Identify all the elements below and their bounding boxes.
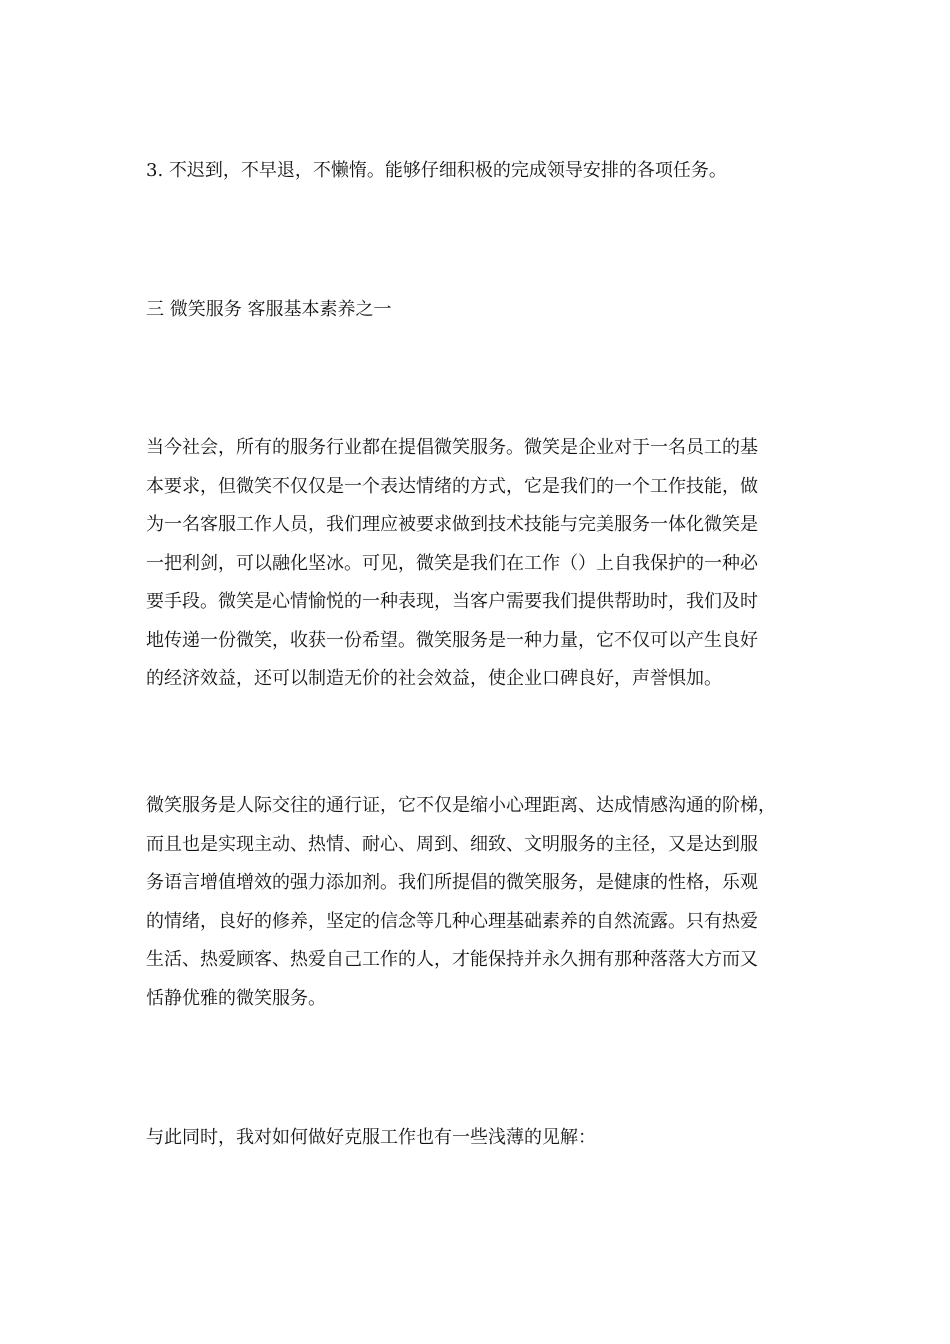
list-item-3: 3. 不迟到，不早退，不懒惰。能够仔细积极的完成领导安排的各项任务。 bbox=[146, 160, 727, 181]
paragraph-1-line: 当今社会，所有的服务行业都在提倡微笑服务。微笑是企业对于一名员工的基 bbox=[146, 437, 758, 458]
section-heading: 三 微笑服务 客服基本素养之一 bbox=[146, 299, 392, 320]
paragraph-1-line: 的经济效益，还可以制造无价的社会效益，使企业口碑良好，声誉惧加。 bbox=[146, 668, 722, 689]
paragraph-1-line: 要手段。微笑是心情愉悦的一种表现，当客户需要我们提供帮助时，我们及时 bbox=[146, 591, 758, 612]
paragraph-2-line: 微笑服务是人际交往的通行证，它不仅是缩小心理距离、达成情感沟通的阶梯， bbox=[146, 795, 776, 816]
paragraph-1-line: 为一名客服工作人员，我们理应被要求做到技术技能与完美服务一体化微笑是 bbox=[146, 514, 758, 535]
closing-line: 与此同时，我对如何做好克服工作也有一些浅薄的见解： bbox=[146, 1127, 596, 1148]
paragraph-2 bbox=[146, 787, 816, 1018]
paragraph-2-line: 而且也是实现主动、热情、耐心、周到、细致、文明服务的主径，又是达到服 bbox=[146, 833, 758, 855]
paragraph-1 bbox=[146, 429, 816, 699]
paragraph-2-line: 恬静优雅的微笑服务。 bbox=[146, 987, 326, 1009]
paragraph-2-line: 的情绪，良好的修养，坚定的信念等几种心理基础素养的自然流露。只有热爱 bbox=[146, 910, 758, 932]
paragraph-1-line: 地传递一份微笑，收获一份希望。微笑服务是一种力量，它不仅可以产生良好 bbox=[146, 629, 758, 651]
paragraph-2-line: 生活、热爱顾客、热爱自己工作的人，才能保持并永久拥有那种落落大方而又 bbox=[146, 949, 758, 970]
paragraph-1-line: 一把利剑，可以融化坚冰。可见，微笑是我们在工作（）上自我保护的一种必 bbox=[146, 552, 758, 574]
paragraph-1-line: 本要求，但微笑不仅仅是一个表达情绪的方式，它是我们的一个工作技能，做 bbox=[146, 475, 758, 497]
paragraph-2-line: 务语言增值增效的强力添加剂。我们所提倡的微笑服务，是健康的性格，乐观 bbox=[146, 872, 758, 893]
